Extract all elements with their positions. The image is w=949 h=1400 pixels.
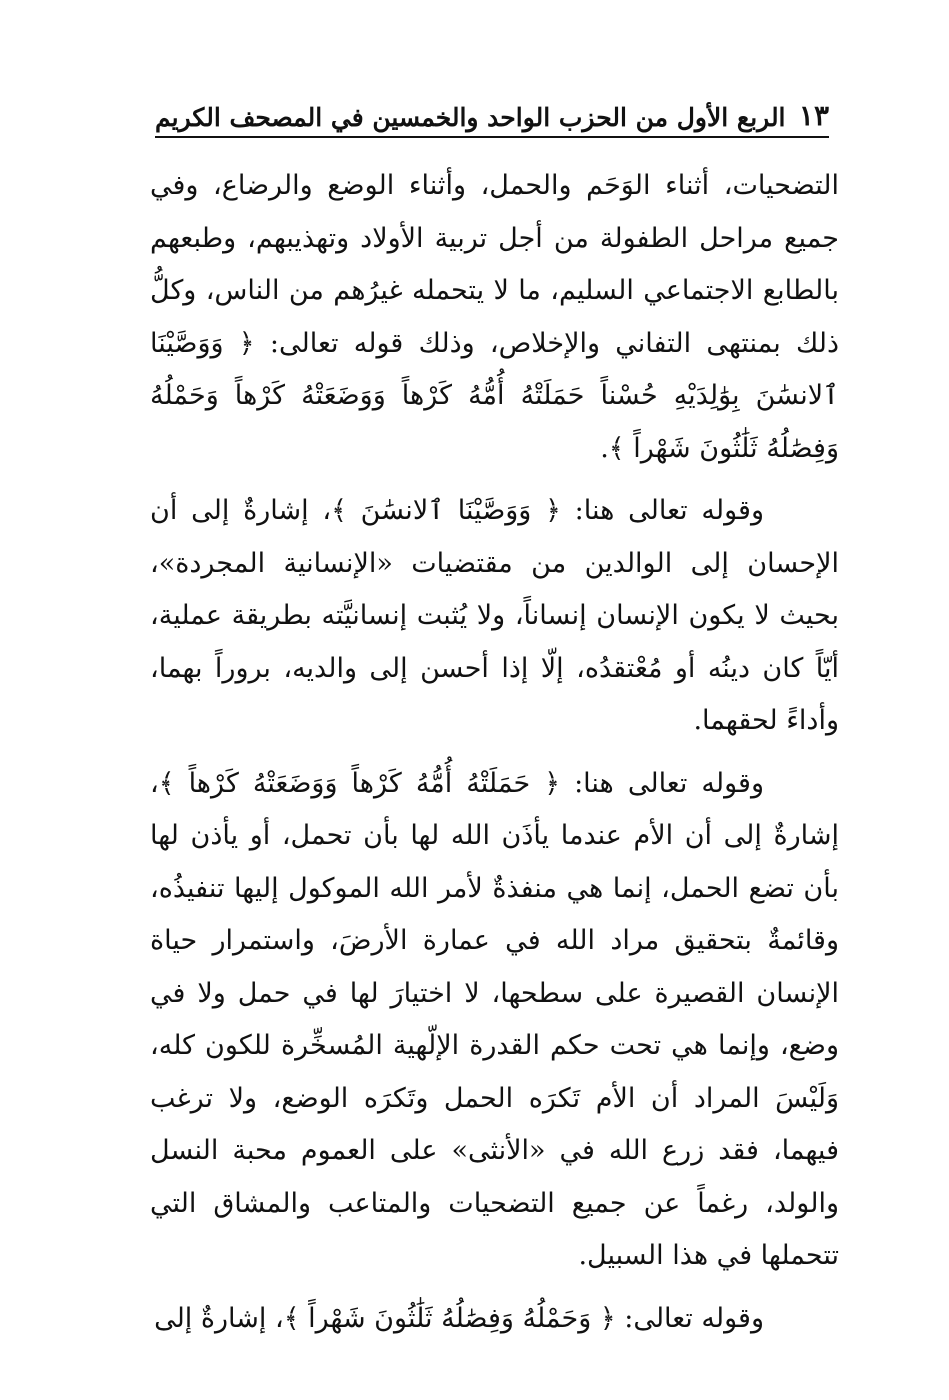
paragraph-2: وقوله تعالى هنا: ﴿ وَوَصَّيْنَا ٱلانسَٰنَ ﴾، إشارةٌ إلى أن الإحسان إلى الوالدين من مقتضيات «الإنسانية المجردة»، بحيث لا يكون الإنسان إنساناً، ولا يُثبت إنسانيَّته بطريقة عملية، أيّاً كان دينُه أو مُعْتقدُه، إلّا إذا أحسن إلى والديه، بروراً بهما، وأداءً لحقهما.: [150, 495, 839, 736]
page-body: [150, 160, 839, 1355]
running-title: الربع الأول من الحزب الواحد والخمسين في المصحف الكريم: [155, 103, 786, 132]
page-number: ١٣: [798, 99, 829, 132]
page-header: [155, 88, 829, 138]
paragraph-4: وقوله تعالى: ﴿ وَحَمْلُهُ وَفِصَٰلُهُ ثَلَٰثُونَ شَهْراً ﴾، إشارةٌ إلى: [154, 1302, 764, 1334]
paragraph-3: وقوله تعالى هنا: ﴿ حَمَلَتْهُ أُمُّهُ كَرْهاً وَوَضَعَتْهُ كَرْهاً ﴾، إشارةٌ إلى أن الأم عندما يأذَن الله لها بأن تحمل، أو يأذن لها بأن تضع الحمل، إنما هي منفذةٌ لأمر الله الموكول إليها تنفيذُه، وقائمةٌ بتحقيق مراد الله في عمارة الأرضَ، واستمرار حياة الإنسان القصيرة على سطحها، لا اختيارَ لها في حمل ولا في وضع، وإنما هي تحت حكم القدرة الإلّهية المُسخِّرة للكون كله، وَلَيْسَ المراد أن الأم تَكرَه الحمل وتَكرَه الوضع، ولا ترغب فيهما، فقد زرع الله في «الأنثى» على العموم محبة النسل والولد، رغماً عن جميع التضحيات والمتاعب والمشاق التي تتحملها في هذا السبيل.: [150, 767, 839, 1271]
paragraph-1: التضحيات، أثناء الوَحَم والحمل، وأثناء الوضع والرضاع، وفي جميع مراحل الطفولة من أجل تربية الأولاد وتهذيبهم، وطبعهم بالطابع الاجتماعي السليم، ما لا يتحمله غيرُهم من الناس، وكلُّ ذلك بمنتهى التفاني والإخلاص، وذلك قوله تعالى: ﴿ وَوَصَّيْنَا ٱلانسَٰنَ بِوَٰلِدَيْهِ حُسْناً حَمَلَتْهُ أُمُّهُ كَرْهاً وَوَضَعَتْهُ كَرْهاً وَحَمْلُهُ وَفِصَٰلُهُ ثَلَٰثُونَ شَهْراً ﴾.: [150, 170, 839, 464]
